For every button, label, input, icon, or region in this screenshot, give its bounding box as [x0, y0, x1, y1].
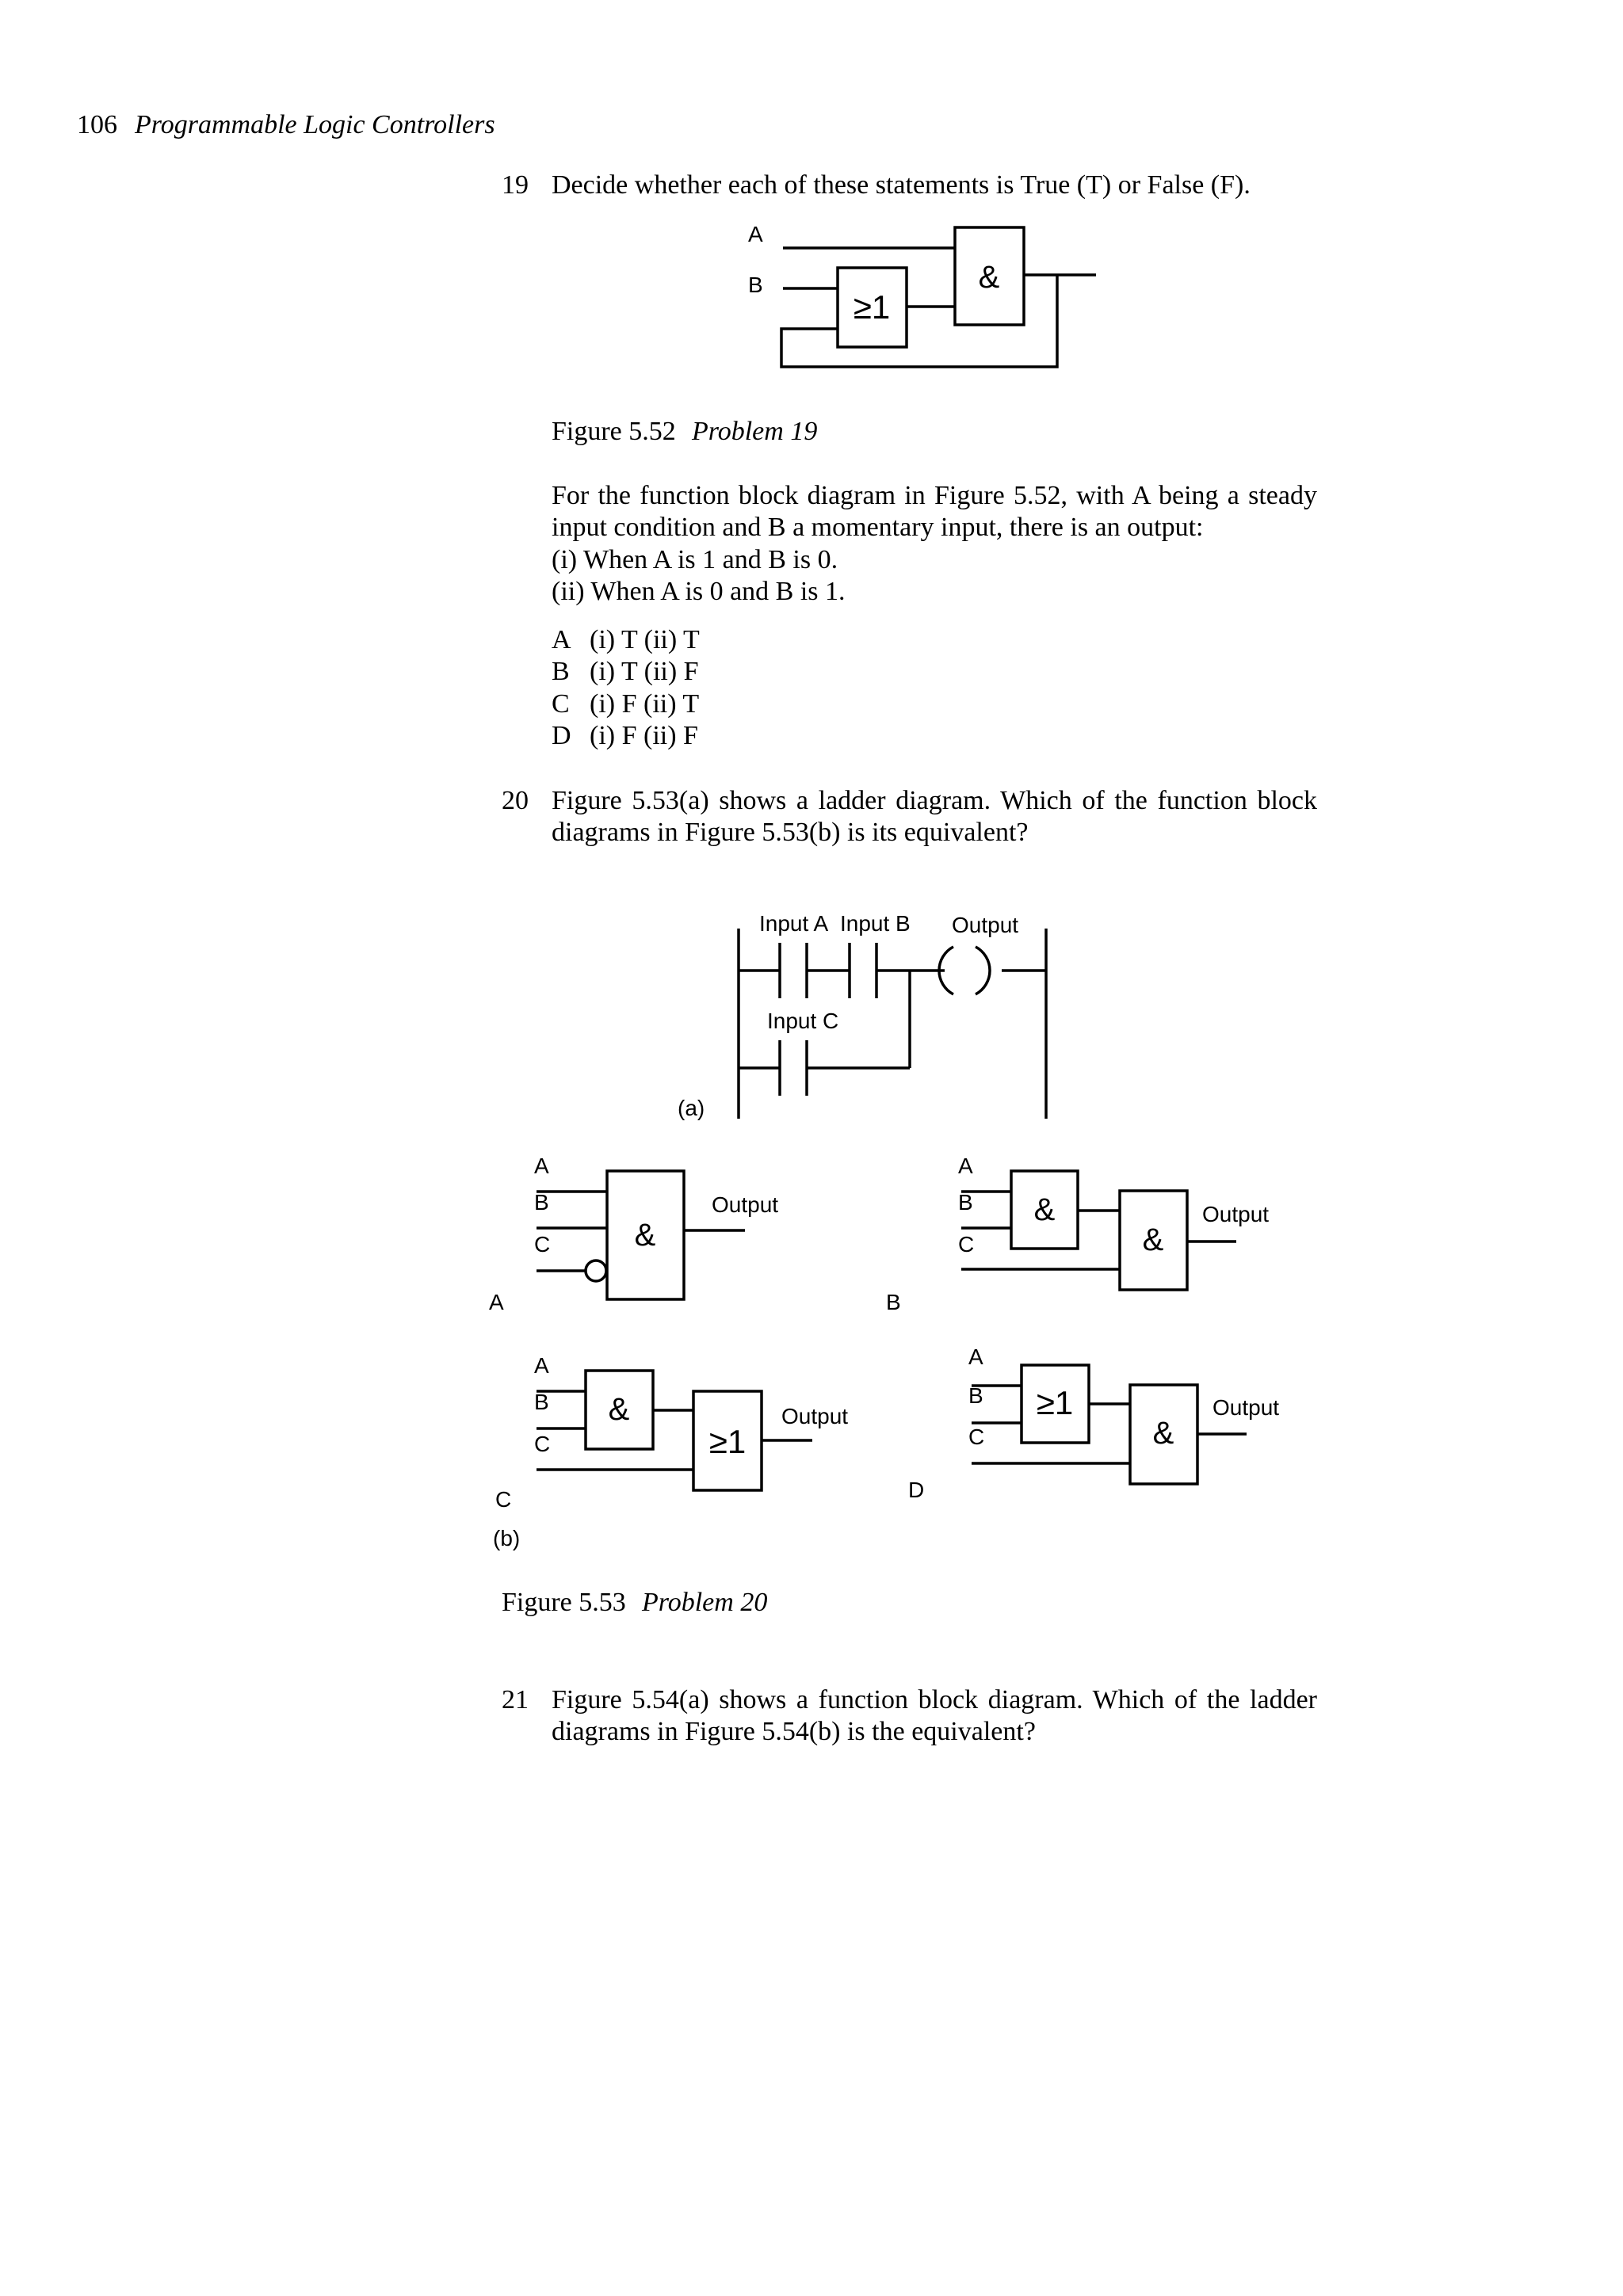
- question-19-body-line-2: input condition and B a momentary input, there is an output:: [552, 513, 1204, 542]
- figure-5-53-caption-text: Problem 20: [642, 1588, 768, 1617]
- ladder-output-label: Output: [952, 913, 1019, 937]
- fbd-c-or-gate-symbol: ≥1: [708, 1423, 747, 1460]
- fbd-sub-label: (b): [493, 1526, 521, 1550]
- fbd-a-input-b-label: B: [534, 1190, 549, 1215]
- fbd-b-input-c-label: C: [958, 1232, 975, 1257]
- ladder-input-b-label: Input B: [840, 911, 911, 936]
- fbd-c-input-c-label: C: [534, 1432, 551, 1456]
- fbd-d-or-gate-symbol: ≥1: [1036, 1384, 1074, 1421]
- figure-5-53-caption-number: Figure 5.53: [502, 1588, 626, 1617]
- ladder-input-c-label: Input C: [767, 1009, 839, 1033]
- fig52-input-b-label: B: [748, 273, 763, 297]
- fbd-d-input-b-label: B: [968, 1383, 983, 1408]
- question-21-number: 21: [502, 1685, 529, 1714]
- question-19-statement-1: (i) When A is 1 and B is 0.: [552, 545, 838, 574]
- fbd-c-option-letter: C: [495, 1487, 512, 1512]
- fbd-a-input-a-label: A: [534, 1154, 549, 1178]
- option-d-text: (i) F (ii) F: [590, 721, 698, 750]
- fbd-a-option-letter: A: [489, 1290, 504, 1314]
- fig52-input-a-label: A: [748, 222, 763, 246]
- option-a-text: (i) T (ii) T: [590, 625, 700, 654]
- fbd-c-input-b-label: B: [534, 1390, 549, 1414]
- fbd-b-input-a-label: A: [958, 1154, 973, 1178]
- ladder-input-a-label: Input A: [759, 911, 829, 936]
- page-number: 106: [77, 110, 117, 139]
- fbd-a-input-c-label: C: [534, 1232, 551, 1257]
- running-title: Programmable Logic Controllers: [135, 110, 495, 139]
- fbd-b-input-b-label: B: [958, 1190, 973, 1215]
- question-21-line-2: diagrams in Figure 5.54(b) is the equivalent?: [552, 1717, 1036, 1746]
- ladder-sub-label: (a): [678, 1096, 705, 1120]
- fig52-and-gate-symbol: &: [978, 260, 1000, 295]
- fbd-d-and-gate-symbol: &: [1152, 1416, 1174, 1451]
- question-20-line-1: Figure 5.53(a) shows a ladder diagram. Which of the function block: [552, 786, 1317, 815]
- question-19-prompt: Decide whether each of these statements is True (T) or False (F).: [552, 170, 1251, 200]
- figure-5-52-caption-number: Figure 5.52: [552, 417, 676, 446]
- fbd-c-and-gate-symbol: &: [608, 1392, 630, 1427]
- fbd-b-and-gate-2-symbol: &: [1142, 1222, 1164, 1257]
- fbd-d-output-label: Output: [1212, 1395, 1280, 1420]
- fbd-d-input-a-label: A: [968, 1344, 983, 1369]
- fbd-a-and-gate-symbol: &: [634, 1218, 656, 1253]
- question-19-statement-2: (ii) When A is 0 and B is 1.: [552, 577, 846, 606]
- option-d-letter: D: [552, 721, 571, 750]
- fbd-c-input-a-label: A: [534, 1353, 549, 1378]
- option-c-text: (i) F (ii) T: [590, 689, 700, 719]
- option-b-letter: B: [552, 657, 570, 686]
- figure-5-52-caption-text: Problem 19: [692, 417, 818, 446]
- figure-5-52-diagram: [781, 227, 1096, 367]
- fbd-d-option-letter: D: [908, 1478, 925, 1502]
- question-19-body-line-1: For the function block diagram in Figure 5.52, with A being a steady: [552, 481, 1317, 510]
- question-20-number: 20: [502, 786, 529, 815]
- fbd-b-output-label: Output: [1202, 1202, 1270, 1226]
- fbd-option-c-diagram: [537, 1371, 812, 1490]
- option-b-text: (i) T (ii) F: [590, 657, 699, 686]
- fbd-c-output-label: Output: [781, 1404, 849, 1428]
- question-20-line-2: diagrams in Figure 5.53(b) is its equivalent?: [552, 818, 1029, 847]
- fbd-option-b-diagram: [961, 1171, 1236, 1290]
- option-a-letter: A: [552, 625, 571, 654]
- fbd-b-and-gate-1-symbol: &: [1033, 1192, 1056, 1227]
- option-c-letter: C: [552, 689, 570, 719]
- question-21-line-1: Figure 5.54(a) shows a function block diagram. Which of the ladder: [552, 1685, 1317, 1714]
- question-19-number: 19: [502, 170, 529, 200]
- fbd-b-option-letter: B: [886, 1290, 901, 1314]
- fbd-a-output-label: Output: [712, 1192, 779, 1217]
- fbd-d-input-c-label: C: [968, 1425, 985, 1449]
- fbd-option-d-diagram: [972, 1365, 1247, 1484]
- fig52-or-gate-symbol: ≥1: [853, 288, 891, 326]
